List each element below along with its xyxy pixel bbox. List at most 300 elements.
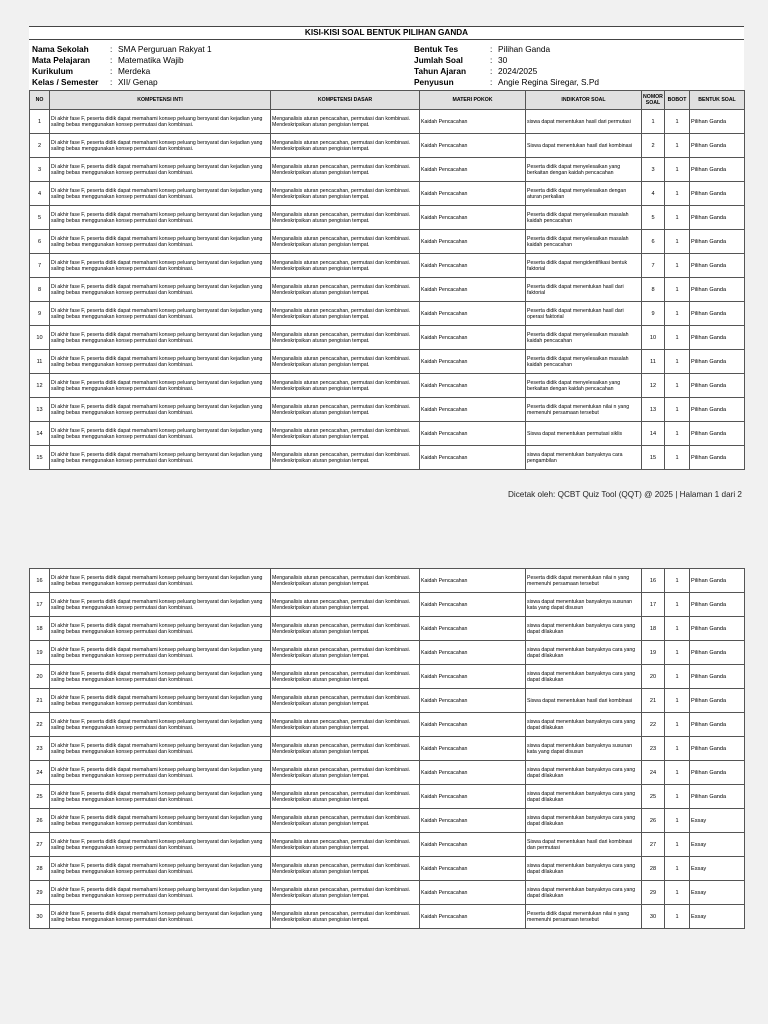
cell-indikator-soal: siswa dapat menentukan banyaknya cara pengambilan <box>526 446 642 470</box>
cell-indikator-soal: siswa dapat menentukan banyaknya cara yang dapat dilakukan <box>526 617 642 641</box>
cell-bobot: 1 <box>665 446 690 470</box>
header-kompetensi-dasar: KOMPETENSI DASAR <box>271 91 420 110</box>
info-row <box>32 44 414 55</box>
info-label: Kurikulum <box>32 66 74 76</box>
cell-bentuk-soal: Pilihan Ganda <box>690 641 745 665</box>
cell-indikator-soal: Peserta didik dapat menyelesaikan masalah kaidah pencacahan <box>526 350 642 374</box>
cell-indikator-soal: Siswa dapat menentukan permutasi siklis <box>526 422 642 446</box>
cell-indikator-soal: Peserta didik dapat menentukan nilai n yang memenuhi persamaan tersebut <box>526 905 642 929</box>
cell-kompetensi-inti: Di akhir fase F, peserta didik dapat memahami konsep peluang bersyarat dan kejadian yang saling bebas menggunakan konsep permutasi dan kombinasi. <box>50 278 271 302</box>
cell-kompetensi-inti: Di akhir fase F, peserta didik dapat memahami konsep peluang bersyarat dan kejadian yang saling bebas menggunakan konsep permutasi dan kombinasi. <box>50 206 271 230</box>
cell-bentuk-soal: Essay <box>690 809 745 833</box>
cell-kompetensi-dasar: Menganalisis aturan pencacahan, permutasi dan kombinasi. Mendeskripsikan aturan pengisian tempat. <box>271 641 420 665</box>
cell-kompetensi-inti: Di akhir fase F, peserta didik dapat memahami konsep peluang bersyarat dan kejadian yang saling bebas menggunakan konsep permutasi dan kombinasi. <box>50 446 271 470</box>
info-value: SMA Perguruan Rakyat 1 <box>118 44 212 54</box>
cell-bentuk-soal: Pilihan Ganda <box>690 350 745 374</box>
cell-bentuk-soal: Essay <box>690 833 745 857</box>
cell-nomor-soal: 28 <box>642 857 665 881</box>
cell-kompetensi-inti: Di akhir fase F, peserta didik dapat memahami konsep peluang bersyarat dan kejadian yang saling bebas menggunakan konsep permutasi dan kombinasi. <box>50 422 271 446</box>
table-row <box>30 302 745 326</box>
cell-kompetensi-dasar: Menganalisis aturan pencacahan, permutasi dan kombinasi. Mendeskripsikan aturan pengisian tempat. <box>271 158 420 182</box>
cell-kompetensi-dasar: Menganalisis aturan pencacahan, permutasi dan kombinasi. Mendeskripsikan aturan pengisian tempat. <box>271 761 420 785</box>
cell-bentuk-soal: Pilihan Ganda <box>690 737 745 761</box>
cell-materi-pokok: Kaidah Pencacahan <box>420 833 526 857</box>
document-info <box>29 44 744 90</box>
table-row <box>30 881 745 905</box>
cell-no: 16 <box>30 569 50 593</box>
cell-indikator-soal: Peserta didik dapat menentukan nilai n yang memenuhi persamaan tersebut <box>526 398 642 422</box>
cell-no: 28 <box>30 857 50 881</box>
cell-materi-pokok: Kaidah Pencacahan <box>420 617 526 641</box>
cell-no: 22 <box>30 713 50 737</box>
cell-bentuk-soal: Pilihan Ganda <box>690 182 745 206</box>
header-bentuk-soal: BENTUK SOAL <box>690 91 745 110</box>
cell-nomor-soal: 12 <box>642 374 665 398</box>
cell-kompetensi-dasar: Menganalisis aturan pencacahan, permutasi dan kombinasi. Mendeskripsikan aturan pengisian tempat. <box>271 134 420 158</box>
cell-nomor-soal: 24 <box>642 761 665 785</box>
cell-materi-pokok: Kaidah Pencacahan <box>420 158 526 182</box>
cell-indikator-soal: siswa dapat menentukan banyaknya cara yang dapat dilakukan <box>526 857 642 881</box>
cell-bobot: 1 <box>665 569 690 593</box>
cell-bobot: 1 <box>665 206 690 230</box>
table-row <box>30 641 745 665</box>
cell-nomor-soal: 27 <box>642 833 665 857</box>
table-row <box>30 134 745 158</box>
info-value: Pilihan Ganda <box>498 44 551 54</box>
cell-bentuk-soal: Pilihan Ganda <box>690 422 745 446</box>
info-separator: : <box>490 44 493 54</box>
cell-indikator-soal: Peserta didik dapat menyelesaikan masalah kaidah pencacahan <box>526 326 642 350</box>
cell-indikator-soal: siswa dapat menentukan banyaknya susunan kata yang dapat disusun <box>526 737 642 761</box>
cell-materi-pokok: Kaidah Pencacahan <box>420 374 526 398</box>
cell-no: 8 <box>30 278 50 302</box>
table-row <box>30 857 745 881</box>
info-label: Mata Pelajaran <box>32 55 91 65</box>
cell-no: 3 <box>30 158 50 182</box>
info-separator: : <box>110 44 113 54</box>
cell-nomor-soal: 3 <box>642 158 665 182</box>
info-row <box>32 77 414 88</box>
cell-bentuk-soal: Essay <box>690 857 745 881</box>
cell-bentuk-soal: Pilihan Ganda <box>690 569 745 593</box>
cell-bentuk-soal: Pilihan Ganda <box>690 134 745 158</box>
cell-materi-pokok: Kaidah Pencacahan <box>420 350 526 374</box>
cell-nomor-soal: 20 <box>642 665 665 689</box>
cell-indikator-soal: Peserta didik dapat menentukan hasil dari operasi faktorial <box>526 302 642 326</box>
cell-bentuk-soal: Pilihan Ganda <box>690 254 745 278</box>
cell-materi-pokok: Kaidah Pencacahan <box>420 809 526 833</box>
cell-bobot: 1 <box>665 374 690 398</box>
table-row <box>30 158 745 182</box>
cell-no: 11 <box>30 350 50 374</box>
info-label: Nama Sekolah <box>32 44 89 54</box>
cell-kompetensi-dasar: Menganalisis aturan pencacahan, permutasi dan kombinasi. Mendeskripsikan aturan pengisian tempat. <box>271 593 420 617</box>
cell-bobot: 1 <box>665 302 690 326</box>
table-row <box>30 737 745 761</box>
cell-kompetensi-inti: Di akhir fase F, peserta didik dapat memahami konsep peluang bersyarat dan kejadian yang saling bebas menggunakan konsep permutasi dan kombinasi. <box>50 182 271 206</box>
cell-no: 5 <box>30 206 50 230</box>
info-row <box>414 77 744 88</box>
cell-indikator-soal: siswa dapat menentukan banyaknya cara yang dapat dilakukan <box>526 785 642 809</box>
cell-bobot: 1 <box>665 326 690 350</box>
cell-nomor-soal: 18 <box>642 617 665 641</box>
table-row <box>30 206 745 230</box>
table-row <box>30 350 745 374</box>
cell-indikator-soal: Peserta didik dapat menyelesaikan yang berkaitan dengan kaidah pencacahan <box>526 374 642 398</box>
cell-kompetensi-inti: Di akhir fase F, peserta didik dapat memahami konsep peluang bersyarat dan kejadian yang saling bebas menggunakan konsep permutasi dan kombinasi. <box>50 857 271 881</box>
cell-kompetensi-dasar: Menganalisis aturan pencacahan, permutasi dan kombinasi. Mendeskripsikan aturan pengisian tempat. <box>271 737 420 761</box>
table-row <box>30 785 745 809</box>
cell-indikator-soal: siswa dapat menentukan banyaknya cara yang dapat dilakukan <box>526 665 642 689</box>
info-label: Jumlah Soal <box>414 55 463 65</box>
cell-bobot: 1 <box>665 689 690 713</box>
cell-nomor-soal: 6 <box>642 230 665 254</box>
cell-no: 25 <box>30 785 50 809</box>
cell-kompetensi-dasar: Menganalisis aturan pencacahan, permutasi dan kombinasi. Mendeskripsikan aturan pengisian tempat. <box>271 278 420 302</box>
cell-bobot: 1 <box>665 593 690 617</box>
cell-bobot: 1 <box>665 881 690 905</box>
cell-nomor-soal: 21 <box>642 689 665 713</box>
cell-no: 27 <box>30 833 50 857</box>
table-header-row <box>30 91 745 110</box>
table-row <box>30 374 745 398</box>
cell-bentuk-soal: Pilihan Ganda <box>690 689 745 713</box>
cell-kompetensi-dasar: Menganalisis aturan pencacahan, permutasi dan kombinasi. Mendeskripsikan aturan pengisian tempat. <box>271 857 420 881</box>
cell-kompetensi-inti: Di akhir fase F, peserta didik dapat memahami konsep peluang bersyarat dan kejadian yang saling bebas menggunakan konsep permutasi dan kombinasi. <box>50 665 271 689</box>
cell-materi-pokok: Kaidah Pencacahan <box>420 302 526 326</box>
cell-kompetensi-inti: Di akhir fase F, peserta didik dapat memahami konsep peluang bersyarat dan kejadian yang saling bebas menggunakan konsep permutasi dan kombinasi. <box>50 134 271 158</box>
cell-kompetensi-dasar: Menganalisis aturan pencacahan, permutasi dan kombinasi. Mendeskripsikan aturan pengisian tempat. <box>271 398 420 422</box>
table-row <box>30 182 745 206</box>
cell-materi-pokok: Kaidah Pencacahan <box>420 761 526 785</box>
cell-indikator-soal: Siswa dapat menentukan hasil dari kombinasi <box>526 689 642 713</box>
cell-kompetensi-dasar: Menganalisis aturan pencacahan, permutasi dan kombinasi. Mendeskripsikan aturan pengisian tempat. <box>271 617 420 641</box>
cell-bobot: 1 <box>665 182 690 206</box>
cell-kompetensi-inti: Di akhir fase F, peserta didik dapat memahami konsep peluang bersyarat dan kejadian yang saling bebas menggunakan konsep permutasi dan kombinasi. <box>50 617 271 641</box>
table-row <box>30 689 745 713</box>
cell-bentuk-soal: Pilihan Ganda <box>690 110 745 134</box>
cell-kompetensi-inti: Di akhir fase F, peserta didik dapat memahami konsep peluang bersyarat dan kejadian yang saling bebas menggunakan konsep permutasi dan kombinasi. <box>50 785 271 809</box>
table-row <box>30 761 745 785</box>
info-right-column <box>414 44 744 90</box>
cell-kompetensi-dasar: Menganalisis aturan pencacahan, permutasi dan kombinasi. Mendeskripsikan aturan pengisian tempat. <box>271 206 420 230</box>
cell-materi-pokok: Kaidah Pencacahan <box>420 326 526 350</box>
cell-nomor-soal: 30 <box>642 905 665 929</box>
cell-no: 24 <box>30 761 50 785</box>
cell-kompetensi-dasar: Menganalisis aturan pencacahan, permutasi dan kombinasi. Mendeskripsikan aturan pengisian tempat. <box>271 881 420 905</box>
cell-nomor-soal: 23 <box>642 737 665 761</box>
cell-bentuk-soal: Pilihan Ganda <box>690 206 745 230</box>
cell-materi-pokok: Kaidah Pencacahan <box>420 182 526 206</box>
cell-indikator-soal: siswa dapat menentukan banyaknya susunan kata yang dapat disusun <box>526 593 642 617</box>
cell-indikator-soal: siswa dapat menentukan banyaknya cara yang dapat dilakukan <box>526 713 642 737</box>
cell-bentuk-soal: Pilihan Ganda <box>690 665 745 689</box>
cell-kompetensi-inti: Di akhir fase F, peserta didik dapat memahami konsep peluang bersyarat dan kejadian yang saling bebas menggunakan konsep permutasi dan kombinasi. <box>50 737 271 761</box>
page-two <box>29 568 744 929</box>
cell-no: 7 <box>30 254 50 278</box>
info-row <box>414 44 744 55</box>
print-footer: Dicetak oleh: QCBT Quiz Tool (QQT) @ 2025 | Halaman 1 dari 2 <box>507 490 742 499</box>
cell-no: 19 <box>30 641 50 665</box>
cell-kompetensi-dasar: Menganalisis aturan pencacahan, permutasi dan kombinasi. Mendeskripsikan aturan pengisian tempat. <box>271 110 420 134</box>
cell-indikator-soal: Peserta didik dapat menyelesaikan masalah kaidah pencacahan <box>526 206 642 230</box>
cell-kompetensi-inti: Di akhir fase F, peserta didik dapat memahami konsep peluang bersyarat dan kejadian yang saling bebas menggunakan konsep permutasi dan kombinasi. <box>50 398 271 422</box>
cell-bobot: 1 <box>665 833 690 857</box>
info-value: Merdeka <box>118 66 151 76</box>
cell-bentuk-soal: Pilihan Ganda <box>690 158 745 182</box>
cell-indikator-soal: Peserta didik dapat menentukan nilai n yang memenuhi persamaan tersebut <box>526 569 642 593</box>
cell-kompetensi-inti: Di akhir fase F, peserta didik dapat memahami konsep peluang bersyarat dan kejadian yang saling bebas menggunakan konsep permutasi dan kombinasi. <box>50 809 271 833</box>
info-separator: : <box>490 66 493 76</box>
cell-kompetensi-inti: Di akhir fase F, peserta didik dapat memahami konsep peluang bersyarat dan kejadian yang saling bebas menggunakan konsep permutasi dan kombinasi. <box>50 761 271 785</box>
cell-bobot: 1 <box>665 158 690 182</box>
info-separator: : <box>110 55 113 65</box>
info-separator: : <box>490 77 493 87</box>
cell-bentuk-soal: Pilihan Ganda <box>690 278 745 302</box>
cell-bobot: 1 <box>665 617 690 641</box>
cell-indikator-soal: Peserta didik dapat menentukan hasil dari faktorial <box>526 278 642 302</box>
cell-no: 1 <box>30 110 50 134</box>
cell-nomor-soal: 11 <box>642 350 665 374</box>
cell-kompetensi-inti: Di akhir fase F, peserta didik dapat memahami konsep peluang bersyarat dan kejadian yang saling bebas menggunakan konsep permutasi dan kombinasi. <box>50 569 271 593</box>
cell-kompetensi-dasar: Menganalisis aturan pencacahan, permutasi dan kombinasi. Mendeskripsikan aturan pengisian tempat. <box>271 350 420 374</box>
table-row <box>30 809 745 833</box>
cell-nomor-soal: 26 <box>642 809 665 833</box>
cell-materi-pokok: Kaidah Pencacahan <box>420 278 526 302</box>
info-separator: : <box>110 66 113 76</box>
cell-no: 2 <box>30 134 50 158</box>
cell-no: 13 <box>30 398 50 422</box>
cell-kompetensi-dasar: Menganalisis aturan pencacahan, permutasi dan kombinasi. Mendeskripsikan aturan pengisian tempat. <box>271 905 420 929</box>
cell-materi-pokok: Kaidah Pencacahan <box>420 398 526 422</box>
cell-kompetensi-dasar: Menganalisis aturan pencacahan, permutasi dan kombinasi. Mendeskripsikan aturan pengisian tempat. <box>271 254 420 278</box>
header-nomor-soal: NOMOR SOAL <box>642 91 665 110</box>
info-separator: : <box>490 55 493 65</box>
cell-kompetensi-dasar: Menganalisis aturan pencacahan, permutasi dan kombinasi. Mendeskripsikan aturan pengisian tempat. <box>271 809 420 833</box>
cell-kompetensi-dasar: Menganalisis aturan pencacahan, permutasi dan kombinasi. Mendeskripsikan aturan pengisian tempat. <box>271 374 420 398</box>
cell-indikator-soal: siswa dapat menentukan banyaknya cara yang dapat dilakukan <box>526 809 642 833</box>
cell-bobot: 1 <box>665 350 690 374</box>
cell-bobot: 1 <box>665 905 690 929</box>
cell-materi-pokok: Kaidah Pencacahan <box>420 785 526 809</box>
cell-kompetensi-inti: Di akhir fase F, peserta didik dapat memahami konsep peluang bersyarat dan kejadian yang saling bebas menggunakan konsep permutasi dan kombinasi. <box>50 881 271 905</box>
cell-kompetensi-dasar: Menganalisis aturan pencacahan, permutasi dan kombinasi. Mendeskripsikan aturan pengisian tempat. <box>271 302 420 326</box>
cell-indikator-soal: Peserta didik dapat menyelesaikan yang berkaitan dengan kaidah pencacahan <box>526 158 642 182</box>
cell-bobot: 1 <box>665 785 690 809</box>
info-left-column <box>32 44 414 90</box>
cell-kompetensi-inti: Di akhir fase F, peserta didik dapat memahami konsep peluang bersyarat dan kejadian yang saling bebas menggunakan konsep permutasi dan kombinasi. <box>50 326 271 350</box>
header-kompetensi-inti: KOMPETENSI INTI <box>50 91 271 110</box>
cell-bobot: 1 <box>665 254 690 278</box>
info-separator: : <box>110 77 113 87</box>
cell-kompetensi-inti: Di akhir fase F, peserta didik dapat memahami konsep peluang bersyarat dan kejadian yang saling bebas menggunakan konsep permutasi dan kombinasi. <box>50 641 271 665</box>
kisi-kisi-table-page-1 <box>29 90 745 470</box>
table-row <box>30 833 745 857</box>
cell-indikator-soal: siswa dapat menentukan banyaknya cara yang dapat dilakukan <box>526 881 642 905</box>
table-row <box>30 110 745 134</box>
cell-materi-pokok: Kaidah Pencacahan <box>420 254 526 278</box>
cell-bobot: 1 <box>665 761 690 785</box>
cell-nomor-soal: 8 <box>642 278 665 302</box>
cell-no: 12 <box>30 374 50 398</box>
cell-bobot: 1 <box>665 857 690 881</box>
cell-bobot: 1 <box>665 809 690 833</box>
table-row <box>30 905 745 929</box>
cell-no: 20 <box>30 665 50 689</box>
table-row <box>30 713 745 737</box>
cell-kompetensi-dasar: Menganalisis aturan pencacahan, permutasi dan kombinasi. Mendeskripsikan aturan pengisian tempat. <box>271 446 420 470</box>
cell-no: 6 <box>30 230 50 254</box>
cell-materi-pokok: Kaidah Pencacahan <box>420 134 526 158</box>
cell-materi-pokok: Kaidah Pencacahan <box>420 641 526 665</box>
cell-kompetensi-inti: Di akhir fase F, peserta didik dapat memahami konsep peluang bersyarat dan kejadian yang saling bebas menggunakan konsep permutasi dan kombinasi. <box>50 593 271 617</box>
cell-nomor-soal: 5 <box>642 206 665 230</box>
cell-materi-pokok: Kaidah Pencacahan <box>420 110 526 134</box>
cell-no: 15 <box>30 446 50 470</box>
cell-bentuk-soal: Pilihan Ganda <box>690 617 745 641</box>
cell-nomor-soal: 29 <box>642 881 665 905</box>
cell-bentuk-soal: Pilihan Ganda <box>690 302 745 326</box>
cell-materi-pokok: Kaidah Pencacahan <box>420 422 526 446</box>
info-row <box>414 55 744 66</box>
cell-kompetensi-inti: Di akhir fase F, peserta didik dapat memahami konsep peluang bersyarat dan kejadian yang saling bebas menggunakan konsep permutasi dan kombinasi. <box>50 230 271 254</box>
cell-no: 23 <box>30 737 50 761</box>
cell-no: 10 <box>30 326 50 350</box>
header-indikator-soal: INDIKATOR SOAL <box>526 91 642 110</box>
cell-no: 9 <box>30 302 50 326</box>
cell-kompetensi-dasar: Menganalisis aturan pencacahan, permutasi dan kombinasi. Mendeskripsikan aturan pengisian tempat. <box>271 665 420 689</box>
info-label: Bentuk Tes <box>414 44 459 54</box>
info-value: 30 <box>498 55 508 65</box>
cell-materi-pokok: Kaidah Pencacahan <box>420 857 526 881</box>
cell-bentuk-soal: Pilihan Ganda <box>690 593 745 617</box>
cell-nomor-soal: 10 <box>642 326 665 350</box>
cell-bentuk-soal: Pilihan Ganda <box>690 398 745 422</box>
cell-no: 21 <box>30 689 50 713</box>
cell-bobot: 1 <box>665 398 690 422</box>
cell-materi-pokok: Kaidah Pencacahan <box>420 905 526 929</box>
cell-indikator-soal: Peserta didik dapat menyelesaikan dengan aturan perkalian <box>526 182 642 206</box>
table-row <box>30 278 745 302</box>
table-row <box>30 254 745 278</box>
cell-bobot: 1 <box>665 422 690 446</box>
cell-bobot: 1 <box>665 230 690 254</box>
cell-no: 4 <box>30 182 50 206</box>
cell-materi-pokok: Kaidah Pencacahan <box>420 230 526 254</box>
cell-no: 29 <box>30 881 50 905</box>
table-row <box>30 398 745 422</box>
info-row <box>32 66 414 77</box>
header-bobot: BOBOT <box>665 91 690 110</box>
cell-nomor-soal: 15 <box>642 446 665 470</box>
info-value: Matematika Wajib <box>118 55 184 65</box>
cell-bobot: 1 <box>665 134 690 158</box>
cell-indikator-soal: Siswa dapat menentukan hasil dari kombinasi <box>526 134 642 158</box>
cell-kompetensi-dasar: Menganalisis aturan pencacahan, permutasi dan kombinasi. Mendeskripsikan aturan pengisian tempat. <box>271 569 420 593</box>
cell-nomor-soal: 19 <box>642 641 665 665</box>
cell-indikator-soal: Peserta didik dapat mengidentifikasi bentuk faktorial <box>526 254 642 278</box>
cell-kompetensi-dasar: Menganalisis aturan pencacahan, permutasi dan kombinasi. Mendeskripsikan aturan pengisian tempat. <box>271 833 420 857</box>
cell-kompetensi-dasar: Menganalisis aturan pencacahan, permutasi dan kombinasi. Mendeskripsikan aturan pengisian tempat. <box>271 713 420 737</box>
cell-materi-pokok: Kaidah Pencacahan <box>420 665 526 689</box>
cell-kompetensi-dasar: Menganalisis aturan pencacahan, permutasi dan kombinasi. Mendeskripsikan aturan pengisian tempat. <box>271 230 420 254</box>
cell-bentuk-soal: Pilihan Ganda <box>690 446 745 470</box>
cell-bentuk-soal: Pilihan Ganda <box>690 230 745 254</box>
cell-no: 30 <box>30 905 50 929</box>
table-row <box>30 326 745 350</box>
cell-nomor-soal: 2 <box>642 134 665 158</box>
cell-nomor-soal: 1 <box>642 110 665 134</box>
info-value: 2024/2025 <box>498 66 538 76</box>
cell-kompetensi-inti: Di akhir fase F, peserta didik dapat memahami konsep peluang bersyarat dan kejadian yang saling bebas menggunakan konsep permutasi dan kombinasi. <box>50 374 271 398</box>
cell-bentuk-soal: Pilihan Ganda <box>690 713 745 737</box>
table-row <box>30 593 745 617</box>
cell-kompetensi-inti: Di akhir fase F, peserta didik dapat memahami konsep peluang bersyarat dan kejadian yang saling bebas menggunakan konsep permutasi dan kombinasi. <box>50 713 271 737</box>
cell-kompetensi-dasar: Menganalisis aturan pencacahan, permutasi dan kombinasi. Mendeskripsikan aturan pengisian tempat. <box>271 326 420 350</box>
cell-nomor-soal: 14 <box>642 422 665 446</box>
cell-materi-pokok: Kaidah Pencacahan <box>420 593 526 617</box>
cell-no: 17 <box>30 593 50 617</box>
cell-nomor-soal: 22 <box>642 713 665 737</box>
cell-nomor-soal: 7 <box>642 254 665 278</box>
cell-bobot: 1 <box>665 737 690 761</box>
cell-bobot: 1 <box>665 641 690 665</box>
cell-materi-pokok: Kaidah Pencacahan <box>420 206 526 230</box>
cell-indikator-soal: siswa dapat menentukan banyaknya cara yang dapat dilakukan <box>526 641 642 665</box>
cell-bobot: 1 <box>665 713 690 737</box>
cell-nomor-soal: 4 <box>642 182 665 206</box>
cell-materi-pokok: Kaidah Pencacahan <box>420 569 526 593</box>
info-label: Tahun Ajaran <box>414 66 467 76</box>
cell-indikator-soal: Peserta didik dapat menyelesaikan masalah kaidah pencacahan <box>526 230 642 254</box>
cell-no: 14 <box>30 422 50 446</box>
info-row <box>32 55 414 66</box>
cell-kompetensi-inti: Di akhir fase F, peserta didik dapat memahami konsep peluang bersyarat dan kejadian yang saling bebas menggunakan konsep permutasi dan kombinasi. <box>50 350 271 374</box>
cell-kompetensi-inti: Di akhir fase F, peserta didik dapat memahami konsep peluang bersyarat dan kejadian yang saling bebas menggunakan konsep permutasi dan kombinasi. <box>50 905 271 929</box>
info-label: Kelas / Semester <box>32 77 99 87</box>
table-row <box>30 422 745 446</box>
table-row <box>30 230 745 254</box>
cell-nomor-soal: 9 <box>642 302 665 326</box>
info-value: Angie Regina Siregar, S.Pd <box>498 77 600 87</box>
cell-kompetensi-inti: Di akhir fase F, peserta didik dapat memahami konsep peluang bersyarat dan kejadian yang saling bebas menggunakan konsep permutasi dan kombinasi. <box>50 833 271 857</box>
document-title: KISI-KISI SOAL BENTUK PILIHAN GANDA <box>29 26 744 40</box>
cell-bobot: 1 <box>665 665 690 689</box>
table-row <box>30 569 745 593</box>
cell-bobot: 1 <box>665 278 690 302</box>
cell-kompetensi-dasar: Menganalisis aturan pencacahan, permutasi dan kombinasi. Mendeskripsikan aturan pengisian tempat. <box>271 182 420 206</box>
cell-bentuk-soal: Pilihan Ganda <box>690 374 745 398</box>
cell-no: 26 <box>30 809 50 833</box>
cell-kompetensi-inti: Di akhir fase F, peserta didik dapat memahami konsep peluang bersyarat dan kejadian yang saling bebas menggunakan konsep permutasi dan kombinasi. <box>50 302 271 326</box>
cell-kompetensi-inti: Di akhir fase F, peserta didik dapat memahami konsep peluang bersyarat dan kejadian yang saling bebas menggunakan konsep permutasi dan kombinasi. <box>50 110 271 134</box>
cell-kompetensi-inti: Di akhir fase F, peserta didik dapat memahami konsep peluang bersyarat dan kejadian yang saling bebas menggunakan konsep permutasi dan kombinasi. <box>50 689 271 713</box>
cell-indikator-soal: siswa dapat menentukan hasil dari permutasi <box>526 110 642 134</box>
cell-indikator-soal: Siswa dapat menentukan hasil dari kombinasi dan permutasi <box>526 833 642 857</box>
header-no: NO <box>30 91 50 110</box>
info-label: Penyusun <box>414 77 454 87</box>
cell-kompetensi-dasar: Menganalisis aturan pencacahan, permutasi dan kombinasi. Mendeskripsikan aturan pengisian tempat. <box>271 785 420 809</box>
cell-nomor-soal: 16 <box>642 569 665 593</box>
cell-bobot: 1 <box>665 110 690 134</box>
cell-materi-pokok: Kaidah Pencacahan <box>420 689 526 713</box>
cell-nomor-soal: 13 <box>642 398 665 422</box>
cell-kompetensi-inti: Di akhir fase F, peserta didik dapat memahami konsep peluang bersyarat dan kejadian yang saling bebas menggunakan konsep permutasi dan kombinasi. <box>50 158 271 182</box>
table-row <box>30 446 745 470</box>
cell-kompetensi-inti: Di akhir fase F, peserta didik dapat memahami konsep peluang bersyarat dan kejadian yang saling bebas menggunakan konsep permutasi dan kombinasi. <box>50 254 271 278</box>
cell-nomor-soal: 25 <box>642 785 665 809</box>
cell-bentuk-soal: Pilihan Ganda <box>690 785 745 809</box>
